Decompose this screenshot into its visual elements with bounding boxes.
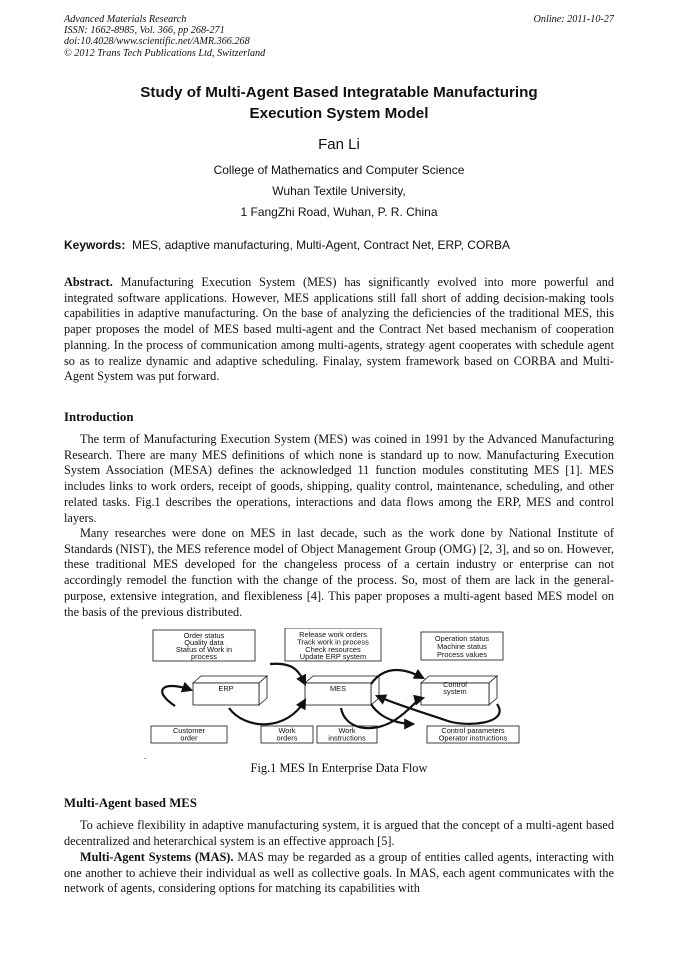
svg-text:Control parameters: Control parameters (441, 726, 505, 735)
svg-text:Work: Work (278, 726, 296, 735)
control-parameters-box (427, 726, 519, 743)
abstract-label: Abstract. (64, 275, 113, 289)
affiliation-line-1: College of Mathematics and Computer Science (213, 163, 465, 177)
affiliation-line-3: 1 FangZhi Road, Wuhan, P. R. China (240, 205, 438, 219)
intro-paragraph-2: Many researches were done on MES in last decade, such as the work done by National Institute of Standards (NIST), the MES reference model of Object Management Group (OMG) [2, 3], and so on. However, these traditional MES developed for the changeless process of a certain industry or enterprise can not accordingly remodel the function with the change of the process. So, most of them are lack in the general-purpose, extensive integration, and flexibleness [4]. This paper proposes a multi-agent based MES model on the basis of the previous distributed. (64, 526, 614, 619)
svg-text:Process values: Process values (436, 650, 488, 659)
erp-node (193, 676, 267, 705)
svg-text:Update ERP system: Update ERP system (299, 652, 367, 661)
mes-node (305, 676, 379, 705)
intro-heading: Introduction (64, 410, 134, 424)
stray-dot: . (144, 751, 147, 761)
online-date: Online: 2011-10-27 (533, 14, 614, 25)
title-line-2: Execution System Model (249, 105, 429, 122)
svg-text:instructions: instructions (328, 733, 366, 743)
release-work-orders-box (285, 628, 381, 661)
abstract (64, 275, 614, 385)
order-status-box (153, 630, 255, 661)
affiliation (64, 160, 614, 223)
svg-text:Order status: Order status (183, 631, 225, 640)
svg-text:Status of Work in: Status of Work in (175, 645, 233, 654)
mas-heading: Multi-Agent based MES (64, 796, 197, 810)
mas-paragraph-1: To achieve flexibility in adaptive manufacturing system, it is argued that the concept of a multi-agent based decentralized and heterarchical system is an effective approach [5]. (64, 818, 614, 848)
svg-text:Operation status: Operation status (434, 634, 490, 643)
customer-order-box (151, 726, 227, 743)
title-line-1: Study of Multi-Agent Based Integratable Manufacturing (140, 84, 538, 101)
keywords-label: Keywords: (64, 238, 126, 252)
journal-doi: doi:10.4028/www.scientific.net/AMR.366.268 (64, 36, 250, 48)
figure-caption: Fig.1 MES In Enterprise Data Flow (250, 761, 428, 775)
journal-name: Advanced Materials Research (64, 14, 187, 25)
svg-text:ERP: ERP (218, 684, 234, 693)
intro-paragraph-1: The term of Manufacturing Execution System (MES) was coined in 1991 by the Advanced Manufacturing Research. There are many MES definitions of which none is standard up to now. Manufacturing Execution System Association (MESA) defines the acknowledged 11 function modules constituting MES [1]. MES includes links to work orders, receipt of goods, shipping, quality control, maintenance, scheduling, and other related tasks. Fig.1 describes the operations, interactions and data flows among the ERP, MES and control layers. (64, 432, 614, 525)
svg-text:system: system (443, 687, 467, 696)
work-orders-box (261, 726, 313, 743)
paper-title (64, 82, 614, 124)
svg-text:Release work orders: Release work orders (299, 630, 367, 639)
svg-text:Machine status: Machine status (437, 642, 487, 651)
keywords-text: MES, adaptive manufacturing, Multi-Agent, Contract Net, ERP, CORBA (132, 238, 510, 252)
svg-text:Customer: Customer (172, 726, 206, 735)
journal-copyright: © 2012 Trans Tech Publications Ltd, Switzerland (64, 47, 266, 59)
control-system-node (421, 676, 497, 705)
svg-text:Operator instructions: Operator instructions (438, 733, 508, 743)
svg-text:Quality data: Quality data (184, 638, 224, 647)
author-name: Fan Li (318, 136, 360, 153)
journal-issn: ISSN: 1662-8985, Vol. 366, pp 268-271 (64, 25, 225, 37)
mas-paragraph-2 (64, 850, 614, 897)
svg-text:order: order (180, 733, 198, 743)
mas-paragraph-2-text: MAS may be regarded as a group of entities called agents, interacting with one another to achieve their individual as well as collective goals. In MAS, each agent communicates with the network of agents, considering options for matching its capabilities with (64, 850, 615, 896)
journal-header (64, 14, 265, 59)
svg-text:process: process (191, 652, 217, 661)
svg-text:Work: Work (338, 726, 356, 735)
svg-text:orders: orders (276, 733, 298, 743)
operation-status-box (421, 632, 503, 660)
abstract-text: Manufacturing Execution System (MES) has significantly evolved into more powerful and integrated software applications. However, MES applications still fall short of adding decision-making tools capabilities in adaptive manufacturing. On the base of analyzing the deficiencies of the traditional MES, this paper proposes the model of MES based multi-agent and the Contract Net based mechanism of cooperation planning. In the process of communication among multi-agents, strategy agent cooperates with schedule agent so as to realize dynamic and adaptive scheduling. Finalay, system framework based on CORBA and Multi-Agent System was put forward. (64, 275, 614, 384)
svg-text:Track work in process: Track work in process (297, 637, 369, 647)
mes-data-flow-diagram (145, 628, 525, 758)
svg-text:Control: Control (443, 680, 467, 689)
svg-text:MES: MES (329, 684, 347, 693)
mas-paragraph-2-label: Multi-Agent Systems (MAS). (80, 850, 234, 864)
svg-text:Check resources: Check resources (305, 645, 361, 654)
affiliation-line-2: Wuhan Textile University, (272, 184, 406, 198)
keywords (64, 238, 614, 252)
